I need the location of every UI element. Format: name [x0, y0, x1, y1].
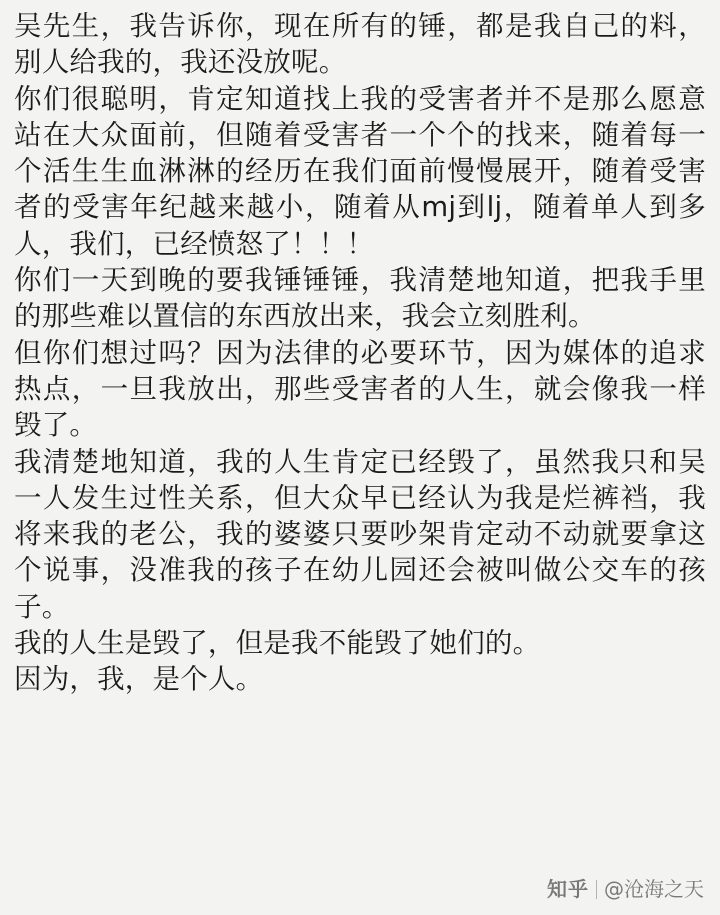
zhihu-logo: 知乎 [547, 877, 589, 901]
watermark-divider [596, 880, 597, 899]
paragraph: 我的人生是毁了，但是我不能毁了她们的。 [14, 627, 541, 660]
watermark-bar [0, 863, 720, 915]
article-body [14, 8, 706, 698]
paragraph: 你们一天到晚的要我锤锤锤，我清楚地知道，把我手里的那些难以置信的东西放出来，我会立刻胜利。 [14, 264, 706, 333]
paragraph: 但你们想过吗？因为法律的必要环节，因为媒体的追求热点，一旦我放出，那些受害者的人生，就会像我一样毁了。 [14, 336, 706, 442]
paragraph: 我清楚地知道，我的人生肯定已经毁了，虽然我只和吴一人发生过性关系，但大众早已经认为我是烂裤裆，我将来我的老公，我的婆婆只要吵架肯定动不动就要拿这个说事，没准我的孩子在幼儿园还会被叫做公交车的孩子。 [14, 445, 706, 623]
watermark [547, 879, 704, 899]
watermark-username: @沧海之天 [604, 877, 704, 901]
paragraph: 吴先生，我告诉你，现在所有的锤，都是我自己的料，别人给我的，我还没放呢。 [14, 10, 706, 79]
paragraph: 你们很聪明，肯定知道找上我的受害者并不是那么愿意站在大众面前，但随着受害者一个个的找来，随着每一个活生生血淋淋的经历在我们面前慢慢展开，随着受害者的受害年纪越来越小，随着从mj到lj，随着单人到多人，我们，已经愤怒了！！！ [14, 82, 706, 260]
paragraph: 因为，我，是个人。 [14, 663, 264, 696]
